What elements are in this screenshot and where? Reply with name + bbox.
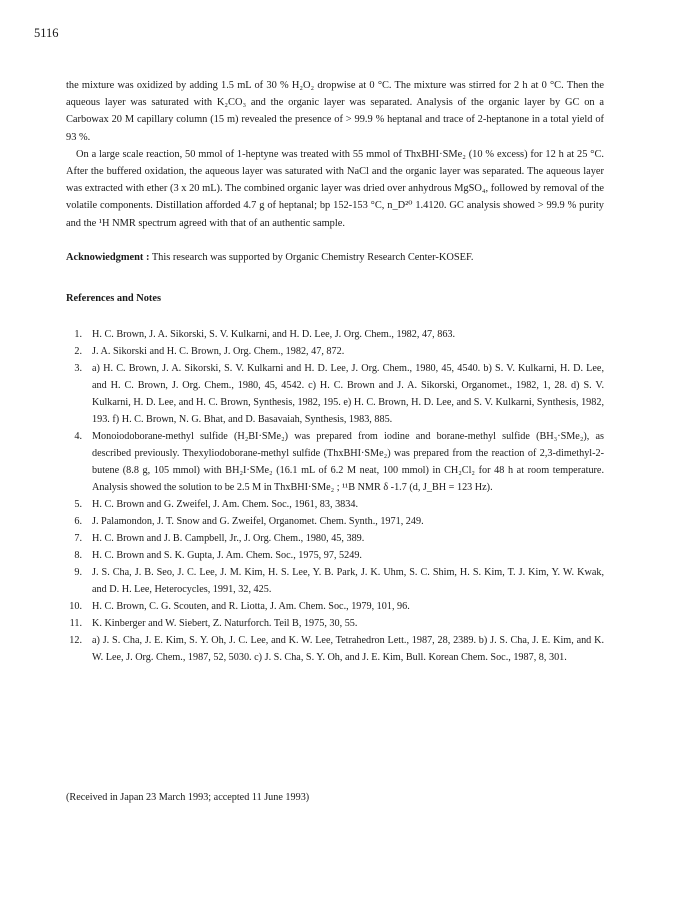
reference-text: J. Palamondon, J. T. Snow and G. Zweifel, Organomet. Chem. Synth., 1971, 249. — [92, 516, 424, 527]
reference-item — [66, 428, 604, 496]
paragraph: the mixture was oxidized by adding 1.5 mL of 30 % H₂O₂ dropwise at 0 °C. The mixture was stirred for 2 h at 0 °C. Then the aqueous layer was saturated with K₂CO₃ and the organic layer was separated. Analysis of the organic layer by GC on a Carbowax 20 M capillary column (15 m) revealed the presence of > 99.9 % heptanal and trace of 2-heptanone in a total yield of 93 %. — [66, 80, 604, 143]
reference-item — [66, 343, 604, 360]
received-date: (Received in Japan 23 March 1993; accepted 11 June 1993) — [66, 792, 310, 803]
reference-number: 11. — [69, 618, 82, 629]
reference-number: 12. — [69, 635, 82, 646]
reference-number: 9. — [74, 567, 82, 578]
reference-item — [66, 615, 604, 632]
reference-number: 7. — [74, 533, 82, 544]
reference-item — [66, 598, 604, 615]
reference-text: a) H. C. Brown, J. A. Sikorski, S. V. Kulkarni and H. D. Lee, J. Org. Chem., 1980, 45, 4540. b) S. V. Kulkarni, H. D. Lee, and H. C. Brown, J. Org. Chem., 1980, 45, 4542. c) H. C. Brown and J. A. Sikorski, Organomet., 1982, 1, 28. d) S. V. Kulkarni, H. D. Lee, and H. C. Brown, Synthesis, 1982, 195. e) H. C. Brown, H. D. Lee, and S. V. Kulkarni, Synthesis, 1982, 193. f) H. C. Brown, N. G. Bhat, and D. Basavaiah, Synthesis, 1983, 885. — [92, 363, 604, 425]
reference-text: H. C. Brown, J. A. Sikorski, S. V. Kulkarni, and H. D. Lee, J. Org. Chem., 1982, 47, 863. — [92, 329, 456, 340]
acknowledgment-label: Acknowiedgment : — [66, 252, 150, 263]
reference-text: Monoiodoborane-methyl sulfide (H₂BI·SMe₂) was prepared from iodine and borane-methyl sulfide (BH₃·SMe₂), as described previously. Thexyliodoborane-methyl sulfide (ThxBHI·SMe₂) was prepared from the reaction of 2,3-dimethyl-2-butene (8.8 g, 105 mmol) with BH₂I·SMe₂ (16.1 mL of 6.2 M neat, 100 mmol) in CH₂Cl₂ for 48 h at room temperature. Analysis showed the solution to be 2.5 M in ThxBHI·SMe₂ ; ¹¹B NMR δ -1.7 (d, J_BH = 123 Hz). — [92, 431, 604, 493]
body-text — [66, 77, 604, 232]
reference-text: H. C. Brown, C. G. Scouten, and R. Liotta, J. Am. Chem. Soc., 1979, 101, 96. — [92, 601, 410, 612]
reference-text: J. A. Sikorski and H. C. Brown, J. Org. Chem., 1982, 47, 872. — [92, 346, 345, 357]
reference-text: H. C. Brown and S. K. Gupta, J. Am. Chem. Soc., 1975, 97, 5249. — [92, 550, 362, 561]
reference-item — [66, 564, 604, 598]
paragraph: On a large scale reaction, 50 mmol of 1-heptyne was treated with 55 mmol of ThxBHI·SMe₂ (10 % excess) for 12 h at 25 °C. After the buffered oxidation, the aqueous layer was saturated with NaCl and the organic layer was separated. The aqueous layer was extracted with ether (3 x 20 mL). The combined organic layer was dried over anhydrous MgSO₄, followed by removal of the volatile components. Distillation afforded 4.7 g of heptanal; bp 152-153 °C, n_D²⁰ 1.4120. GC analysis showed > 99.9 % purity and the ¹H NMR spectrum agreed with that of an authentic sample. — [66, 148, 604, 229]
reference-text: a) J. S. Cha, J. E. Kim, S. Y. Oh, J. C. Lee, and K. W. Lee, Tetrahedron Lett., 1987, 28, 2389. b) J. S. Cha, J. E. Kim, and K. W. Lee, J. Org. Chem., 1987, 52, 5030. c) J. S. Cha, S. Y. Oh, and J. E. Kim, Bull. Korean Chem. Soc., 1987, 8, 301. — [92, 635, 604, 663]
reference-number: 4. — [74, 431, 82, 442]
reference-number: 8. — [74, 550, 82, 561]
reference-item — [66, 360, 604, 428]
reference-item — [66, 547, 604, 564]
reference-text: H. C. Brown and J. B. Campbell, Jr., J. Org. Chem., 1980, 45, 389. — [92, 533, 365, 544]
acknowledgment — [66, 249, 604, 266]
reference-text: H. C. Brown and G. Zweifel, J. Am. Chem. Soc., 1961, 83, 3834. — [92, 499, 358, 510]
references-list — [66, 326, 604, 666]
reference-item — [66, 632, 604, 666]
reference-number: 2. — [74, 346, 82, 357]
reference-item — [66, 496, 604, 513]
acknowledgment-text: This research was supported by Organic Chemistry Research Center-KOSEF. — [149, 252, 474, 263]
reference-number: 3. — [74, 363, 82, 374]
reference-item — [66, 326, 604, 343]
reference-item — [66, 530, 604, 547]
reference-number: 5. — [74, 499, 82, 510]
page-number: 5116 — [34, 26, 59, 40]
reference-text: K. Kinberger and W. Siebert, Z. Naturforch. Teil B, 1975, 30, 55. — [92, 618, 358, 629]
reference-number: 1. — [74, 329, 82, 340]
reference-item — [66, 513, 604, 530]
reference-number: 6. — [74, 516, 82, 527]
reference-text: J. S. Cha, J. B. Seo, J. C. Lee, J. M. Kim, H. S. Lee, Y. B. Park, J. K. Uhm, S. C. Shim, H. S. Kim, T. J. Kim, Y. W. Kwak, and D. H. Lee, Heterocycles, 1991, 32, 425. — [92, 567, 604, 595]
reference-number: 10. — [69, 601, 82, 612]
references-heading: References and Notes — [66, 293, 162, 304]
